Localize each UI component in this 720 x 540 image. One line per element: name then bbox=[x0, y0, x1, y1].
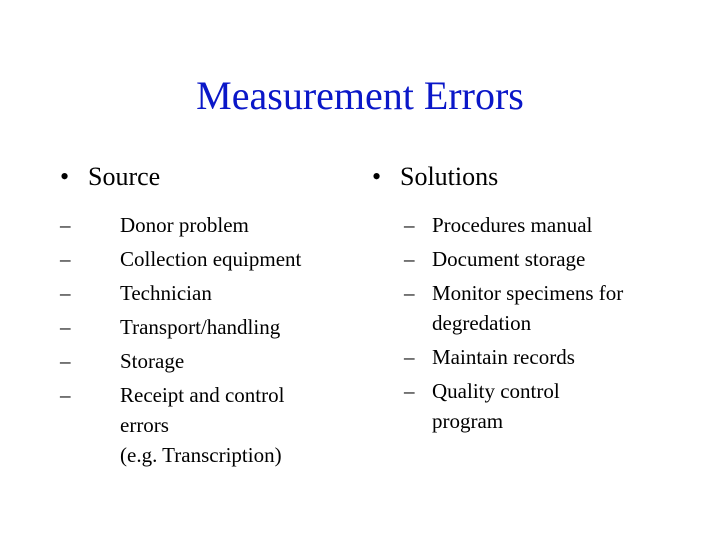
source-heading-label: Source bbox=[88, 162, 161, 191]
dash-icon: – bbox=[60, 349, 71, 373]
source-column bbox=[60, 158, 350, 474]
dash-icon: – bbox=[60, 315, 71, 339]
list-item: – Donor problem bbox=[60, 210, 350, 240]
dash-icon: – bbox=[60, 383, 71, 407]
list-item: – Technician bbox=[60, 278, 350, 308]
list-item: – Storage bbox=[60, 346, 350, 376]
list-item: – Procedures manual bbox=[372, 210, 702, 240]
bullet-icon: • bbox=[372, 162, 382, 191]
list-item: – Maintain records bbox=[372, 342, 702, 372]
list-item: – Receipt and control errors (e.g. Transcription) bbox=[60, 380, 350, 470]
list-item: – Quality control program bbox=[372, 376, 702, 436]
list-item: – Transport/handling bbox=[60, 312, 350, 342]
dash-icon: – bbox=[60, 281, 71, 305]
dash-icon: – bbox=[404, 345, 415, 369]
list-item: – Document storage bbox=[372, 244, 702, 274]
solutions-heading-label: Solutions bbox=[400, 162, 499, 191]
dash-icon: – bbox=[404, 213, 415, 237]
slide-title: Measurement Errors bbox=[196, 73, 524, 118]
solutions-column bbox=[372, 158, 702, 440]
dash-icon: – bbox=[404, 379, 415, 403]
list-item: – Collection equipment bbox=[60, 244, 350, 274]
source-heading bbox=[60, 158, 350, 196]
list-item: – Monitor specimens for degredation bbox=[372, 278, 702, 338]
source-list bbox=[60, 210, 350, 470]
dash-icon: – bbox=[404, 281, 415, 305]
solutions-heading bbox=[372, 158, 702, 196]
dash-icon: – bbox=[60, 247, 71, 271]
dash-icon: – bbox=[60, 213, 71, 237]
bullet-icon: • bbox=[60, 162, 70, 191]
dash-icon: – bbox=[404, 247, 415, 271]
solutions-list bbox=[372, 210, 702, 436]
